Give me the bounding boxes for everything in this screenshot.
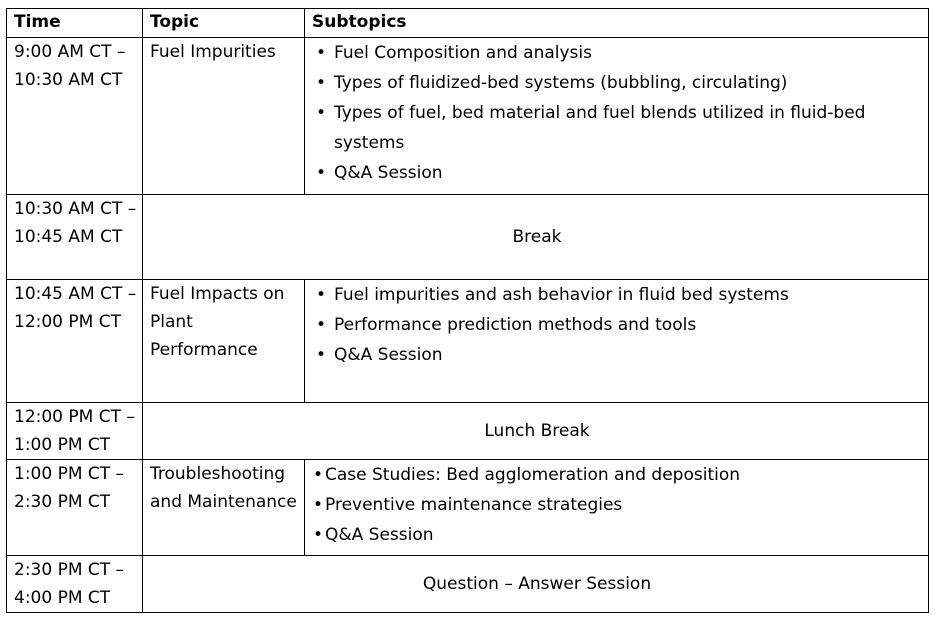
subtopic-item: • Types of fluidized-bed systems (bubbling, circulating) <box>312 68 924 98</box>
header-topic: Topic <box>143 9 305 38</box>
subtopic-item: • Case Studies: Bed agglomeration and deposition <box>312 460 924 490</box>
table-row <box>7 403 929 460</box>
header-subtopics: Subtopics <box>305 9 929 38</box>
time-text: 10:30 AM CT – 10:45 AM CT <box>14 199 137 247</box>
time-text: 1:00 PM CT – 2:30 PM CT <box>14 464 125 512</box>
agenda-table <box>6 8 929 613</box>
qa-session-label: Question – Answer Session <box>143 556 929 613</box>
time-text: 10:45 AM CT – 12:00 PM CT <box>14 284 137 332</box>
table-row <box>7 280 929 403</box>
subtopic-item: • Q&A Session <box>312 340 924 370</box>
time-cell <box>7 195 143 280</box>
break-label: Break <box>143 195 929 280</box>
time-cell <box>7 280 143 403</box>
subtopic-item: • Performance prediction methods and tools <box>312 310 924 340</box>
time-cell <box>7 556 143 613</box>
subtopic-item: • Preventive maintenance strategies <box>312 490 924 520</box>
table-row <box>7 38 929 195</box>
time-text: 9:00 AM CT – 10:30 AM CT <box>14 42 126 90</box>
time-text: 2:30 PM CT – 4:00 PM CT <box>14 560 125 608</box>
time-cell <box>7 460 143 556</box>
subtopic-item: • Fuel Composition and analysis <box>312 38 924 68</box>
topic-cell: Troubleshooting and Maintenance <box>143 460 305 556</box>
header-time: Time <box>7 9 143 38</box>
subtopic-item: • Q&A Session <box>312 520 924 550</box>
table-row <box>7 195 929 280</box>
subtopic-list <box>312 280 924 370</box>
topic-cell: Fuel Impurities <box>143 38 305 195</box>
subtopic-item: • Q&A Session <box>312 158 924 188</box>
topic-cell: Fuel Impacts on Plant Performance <box>143 280 305 403</box>
lunch-break-label: Lunch Break <box>143 403 929 460</box>
subtopic-item: • Fuel impurities and ash behavior in fluid bed systems <box>312 280 924 310</box>
table-row <box>7 460 929 556</box>
subtopics-cell <box>305 38 929 195</box>
subtopics-cell <box>305 460 929 556</box>
subtopic-item: • Types of fuel, bed material and fuel blends utilized in fluid-bed systems <box>312 98 924 158</box>
table-row <box>7 556 929 613</box>
subtopic-list <box>312 460 924 550</box>
time-text: 12:00 PM CT – 1:00 PM CT <box>14 407 135 455</box>
header-row <box>7 9 929 38</box>
time-cell <box>7 403 143 460</box>
subtopic-list <box>312 38 924 188</box>
time-cell <box>7 38 143 195</box>
subtopics-cell <box>305 280 929 403</box>
